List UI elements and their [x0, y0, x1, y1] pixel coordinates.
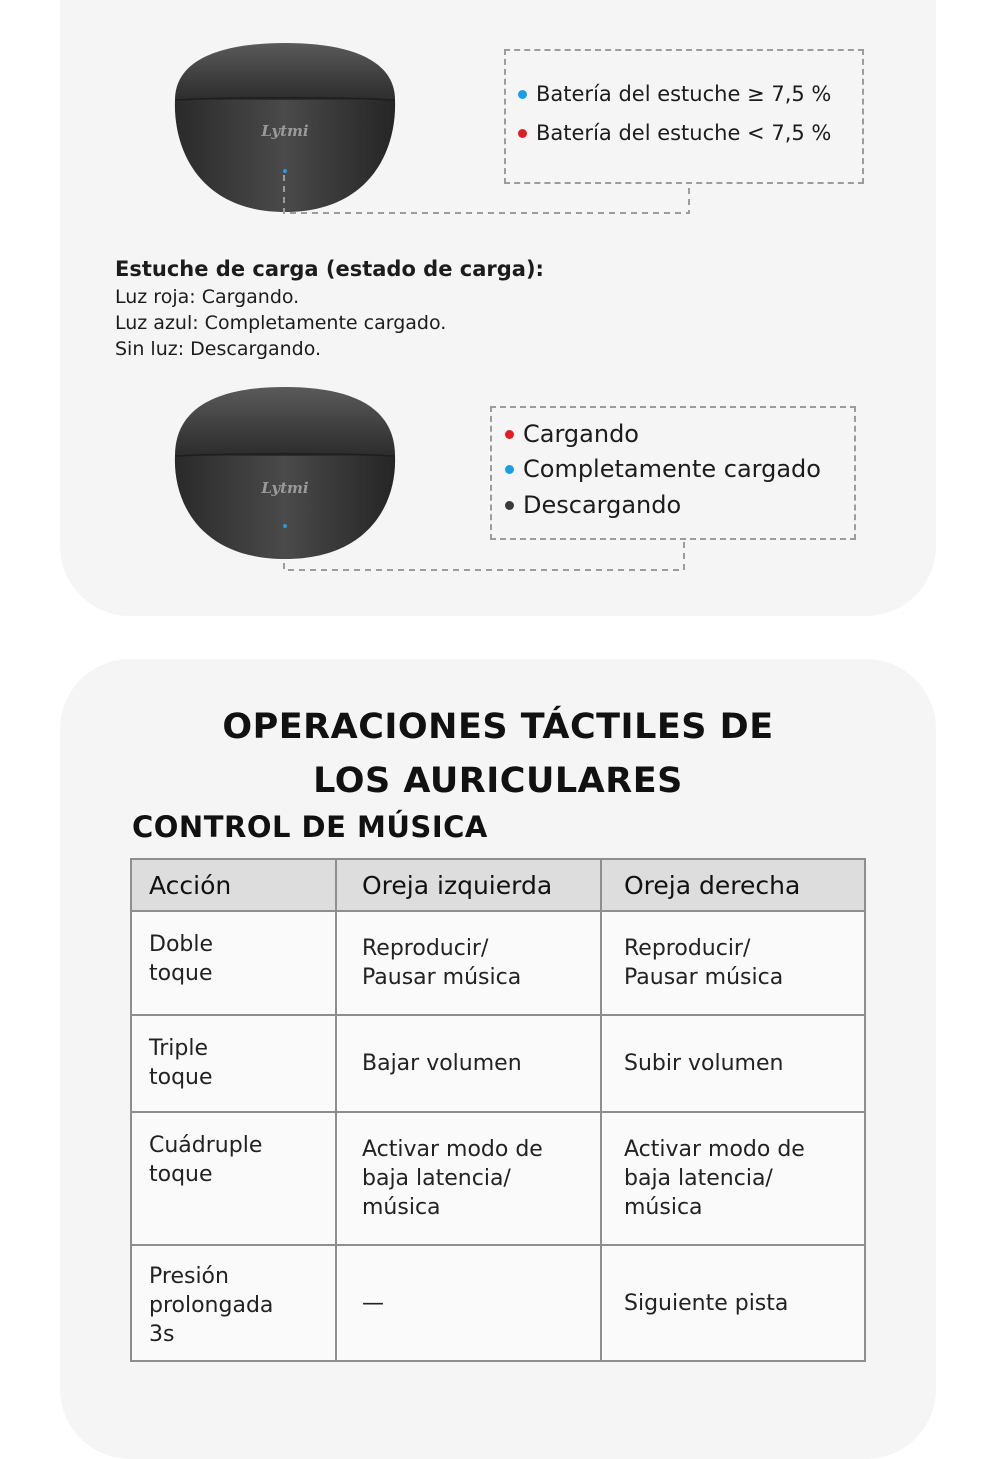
battery-legend-item: Batería del estuche < 7,5 % [518, 121, 831, 145]
right-ear-cell: Activar modo de baja latencia/ música [601, 1112, 865, 1245]
charging-legend-item: Descargando [505, 491, 681, 519]
header-left-ear: Oreja izquierda [336, 859, 601, 911]
right-ear-cell: Reproducir/ Pausar música [601, 911, 865, 1015]
right-ear-cell: Subir volumen [601, 1015, 865, 1112]
touch-operations-title: OPERACIONES TÁCTILES DE LOS AURICULARES [222, 707, 774, 801]
charging-case-image [170, 384, 400, 564]
red-dot-icon [518, 129, 527, 138]
header-right-ear: Oreja derecha [601, 859, 865, 911]
red-dot-icon [505, 430, 514, 439]
left-ear-cell: Activar modo de baja latencia/ música [336, 1112, 601, 1245]
table-row [131, 1015, 865, 1112]
battery-legend-item: Batería del estuche ≥ 7,5 % [518, 82, 831, 106]
charging-info-line: Luz roja: Cargando. [115, 286, 300, 308]
action-cell: Doble toque [131, 911, 336, 1015]
charging-info-line: Luz azul: Completamente cargado. [115, 312, 447, 334]
table-row [131, 911, 865, 1015]
header-action: Acción [131, 859, 336, 911]
right-ear-cell: Siguiente pista [601, 1245, 865, 1361]
table-row [131, 1245, 865, 1361]
left-ear-cell: Bajar volumen [336, 1015, 601, 1112]
charging-legend-item: Completamente cargado [505, 455, 821, 483]
action-cell: Cuádruple toque [131, 1112, 336, 1245]
blue-dot-icon [518, 90, 527, 99]
battery-legend-box [504, 49, 864, 184]
action-cell: Presión prolongada 3s [131, 1245, 336, 1361]
left-ear-cell: — [336, 1245, 601, 1361]
blue-dot-icon [505, 465, 514, 474]
case-logo-text: Lytmi [261, 122, 309, 140]
black-dot-icon [505, 501, 514, 510]
charging-info [115, 254, 544, 362]
charging-info-line: Sin luz: Descargando. [115, 338, 322, 360]
table-row [131, 1112, 865, 1245]
music-control-subtitle: CONTROL DE MÚSICA [132, 810, 488, 844]
left-ear-cell: Reproducir/ Pausar música [336, 911, 601, 1015]
touch-controls-table [130, 858, 866, 1362]
table-header-row [131, 859, 865, 911]
charging-legend-item: Cargando [505, 420, 639, 448]
case-logo-text: Lytmi [261, 479, 309, 497]
charging-info-title: Estuche de carga (estado de carga): [115, 257, 544, 281]
action-cell: Triple toque [131, 1015, 336, 1112]
